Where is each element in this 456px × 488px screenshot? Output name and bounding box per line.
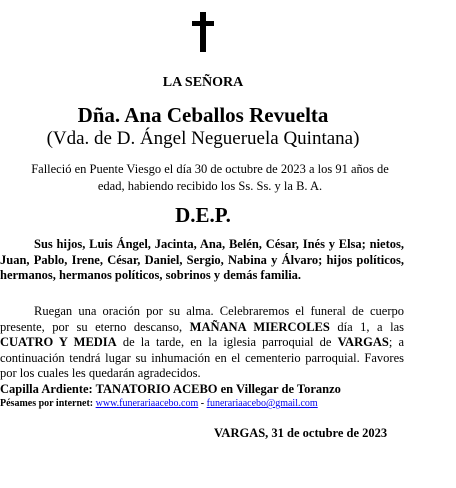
dep-heading: D.E.P. [175, 203, 231, 227]
death-notice: Falleció en Puente Viesgo el día 30 de octubre de 2023 a los 91 años de edad, habiendo recibido los Ss. Ss. y la B. A. [31, 162, 389, 193]
widow-of: (Vda. de D. Ángel Negueruela Quintana) [46, 128, 360, 149]
cross-icon [192, 12, 214, 52]
website-link[interactable]: www.funerariaacebo.com [95, 398, 199, 409]
family-text: Sus hijos, Luis Ángel, Jacinta, Ana, Belén, César, Inés y Elsa; nietos, Juan, Pablo, Irene, César, Daniel, Sergio, Nabina y Álvaro; hijos políticos, hermanos, hermanos políticos, sobrinos y demás familia. [0, 237, 404, 282]
deceased-name: Dña. Ana Ceballos Revuelta [77, 103, 329, 127]
funeral-place: VARGAS [337, 335, 389, 349]
prayer-part1: Ruegan una oración por su alma. Celebraremos el funeral de cuerpo presente, por su eterno descanso, [0, 304, 404, 334]
condolences-label: Pésames por internet: [0, 398, 94, 409]
funeral-time: CUATRO Y MEDIA [0, 335, 117, 349]
prayer-part3: de la tarde, en la iglesia parroquial de [122, 335, 332, 349]
date-line: VARGAS, 31 de octubre de 2023 [214, 426, 388, 440]
prayer-part4: ; a continuación tendrá lugar su inhumación en el cementerio parroquial. Favores por los cuales les quedarán agradecidos. [0, 335, 404, 380]
chapel-line: Capilla Ardiente: TANATORIO ACEBO en Villegar de Toranzo [0, 382, 341, 396]
prayer-part2: día 1, a las [337, 319, 405, 334]
family-paragraph [0, 237, 404, 284]
condolences-separator: - [200, 398, 205, 409]
intro-heading: LA SEÑORA [162, 75, 244, 90]
email-link[interactable]: funerariaacebo@gmail.com [206, 398, 318, 409]
condolences-line [0, 398, 318, 409]
prayer-paragraph [0, 304, 404, 382]
funeral-day: MAÑANA MIERCOLES [189, 319, 330, 334]
